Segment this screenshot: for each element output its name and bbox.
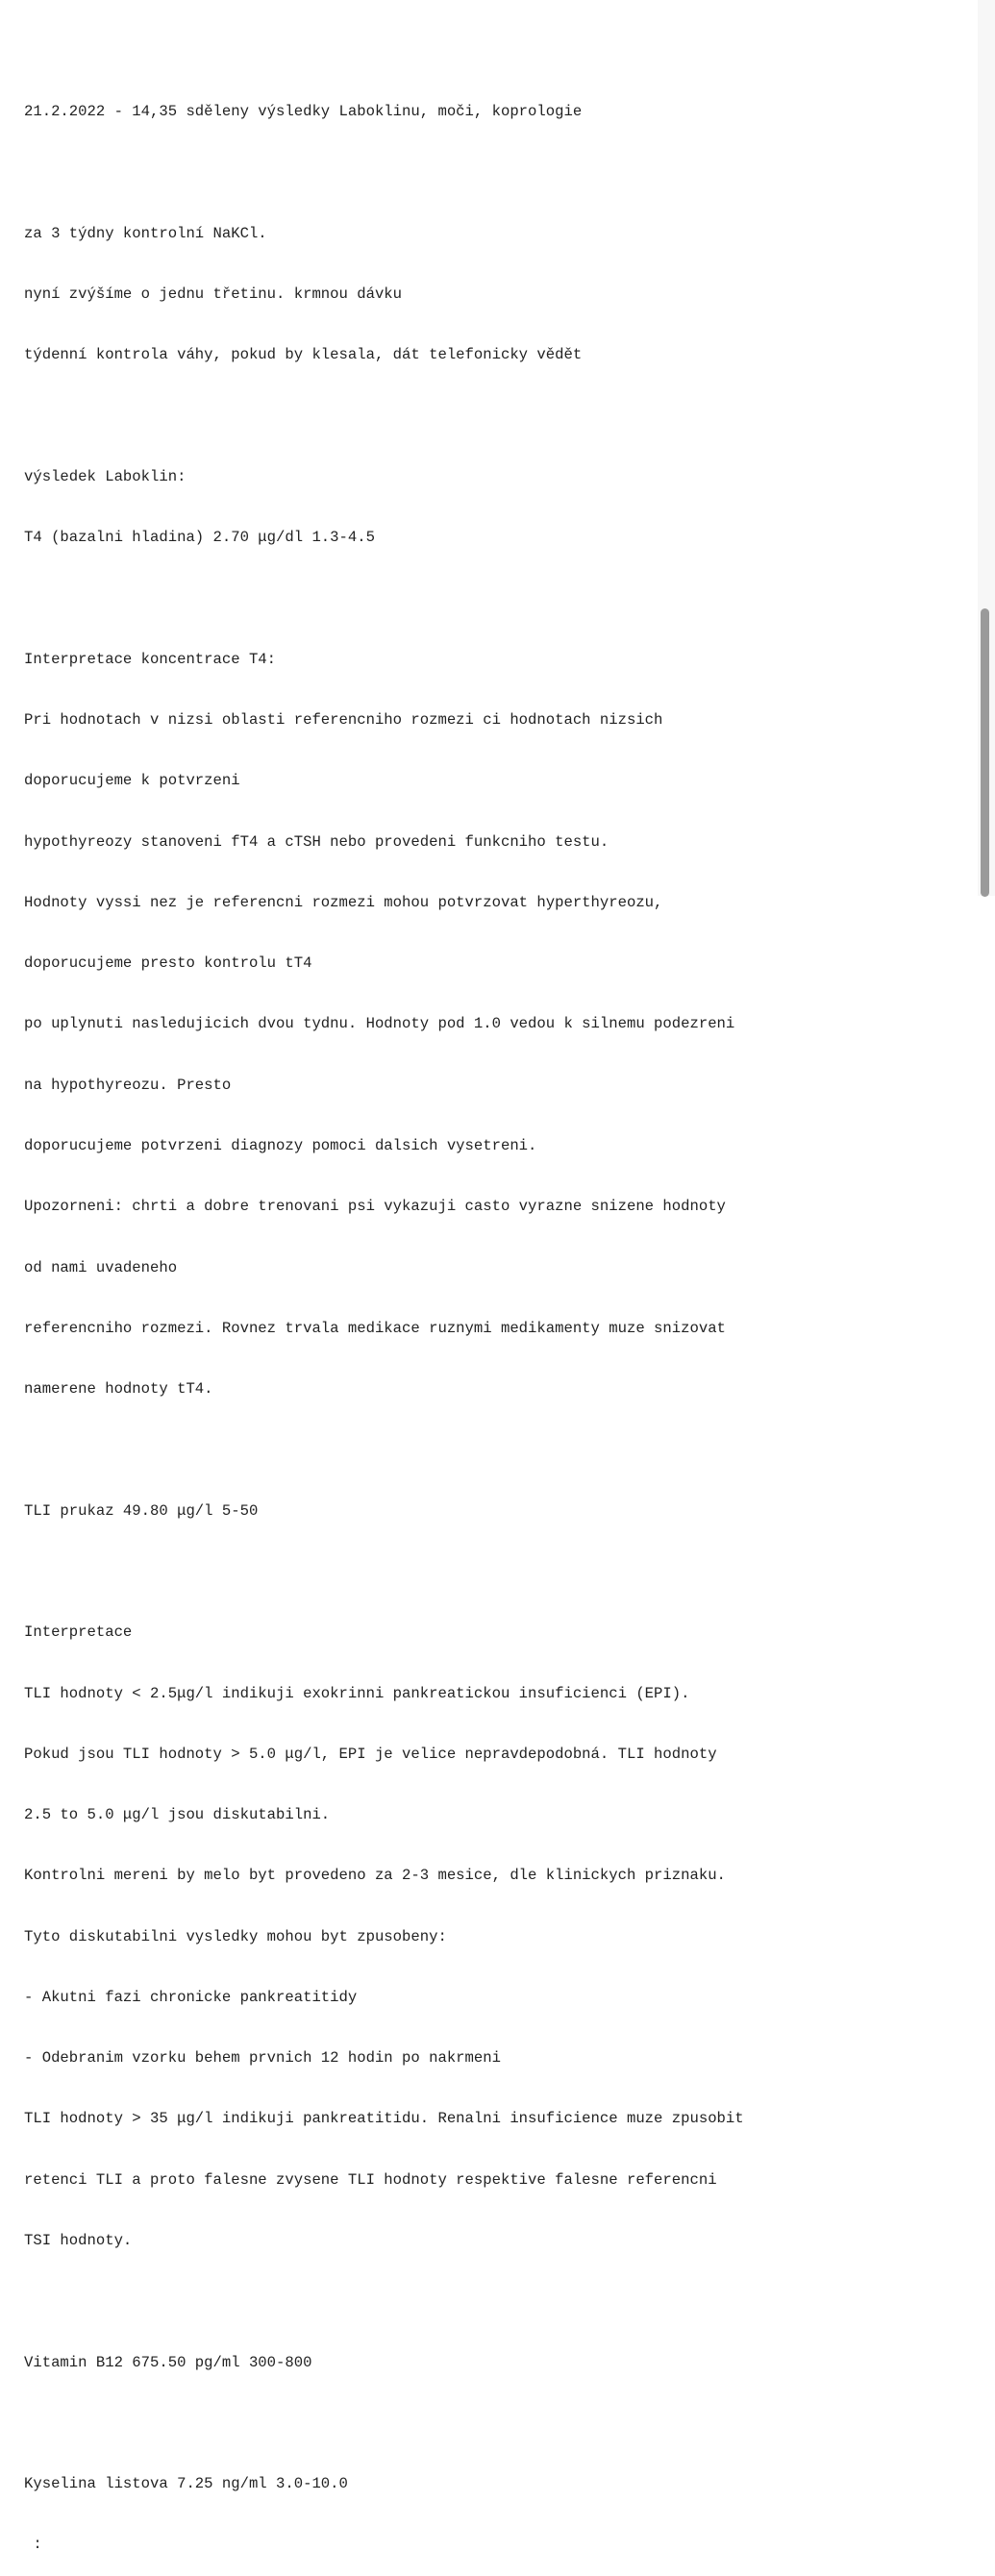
text-line: hypothyreozy stanoveni fT4 a cTSH nebo provedeni funkcniho testu. (24, 832, 609, 851)
text-line: Kontrolni mereni by melo byt provedeno za 2-3 mesice, dle klinickych priznaku. (24, 1867, 726, 1885)
text-line (24, 588, 976, 608)
text-line: TLI hodnoty < 2.5μg/l indikuji exokrinni pankreatickou insuficienci (EPI). (24, 1684, 690, 1702)
scrollbar-thumb[interactable] (981, 608, 989, 897)
text-line: doporucujeme k potvrzeni (24, 772, 240, 790)
text-line: týdenní kontrola váhy, pokud by klesala, dát telefonicky vědět (24, 346, 583, 364)
text-line: za 3 týdny kontrolní NaKCl. (24, 224, 267, 242)
text-line: retenci TLI a proto falesne zvysene TLI hodnoty respektive falesne referencni (24, 2170, 717, 2189)
text-line: Pri hodnotach v nizsi oblasti referencniho rozmezi ci hodnotach nizsich (24, 711, 663, 729)
text-line: TLI prukaz 49.80 μg/l 5-50 (24, 1501, 259, 1520)
text-line (24, 1562, 976, 1582)
text-line (24, 407, 976, 427)
text-line: výsledek Laboklin: (24, 467, 187, 485)
vertical-scrollbar[interactable] (978, 0, 995, 896)
text-line: Upozorneni: chrti a dobre trenovani psi vykazuji casto vyrazne snizene hodnoty (24, 1198, 726, 1216)
document-body (24, 62, 976, 2576)
text-line (24, 2291, 976, 2312)
text-line: - Akutni fazi chronicke pankreatitidy (24, 1988, 358, 2006)
text-line: doporucujeme presto kontrolu tT4 (24, 954, 312, 973)
text-line: od nami uvadeneho (24, 1258, 178, 1276)
text-line: na hypothyreozu. Presto (24, 1076, 232, 1094)
text-line: 21.2.2022 - 14,35 sděleny výsledky Laboklinu, moči, koprologie (24, 103, 583, 121)
text-line (24, 1440, 976, 1460)
text-line: 2.5 to 5.0 μg/l jsou diskutabilni. (24, 1806, 331, 1824)
text-line: : (24, 2536, 42, 2554)
text-line: referencniho rozmezi. Rovnez trvala medikace ruznymi medikamenty muze snizovat (24, 1319, 726, 1337)
text-line: Tyto diskutabilni vysledky mohou byt zpusobeny: (24, 1927, 447, 1945)
text-line: T4 (bazalni hladina) 2.70 μg/dl 1.3-4.5 (24, 529, 375, 547)
text-line: po uplynuti nasledujicich dvou tydnu. Hodnoty pod 1.0 vedou k silnemu podezreni (24, 1015, 735, 1033)
text-line (24, 162, 976, 183)
text-line: TLI hodnoty > 35 μg/l indikuji pankreatitidu. Renalni insuficience muze zpusobit (24, 2110, 744, 2128)
text-line: Interpretace koncentrace T4: (24, 650, 277, 668)
text-line: Vitamin B12 675.50 pg/ml 300-800 (24, 2353, 312, 2371)
text-line: TSI hodnoty. (24, 2232, 133, 2250)
text-line (24, 2414, 976, 2434)
text-line: namerene hodnoty tT4. (24, 1380, 213, 1399)
text-line: doporucujeme potvrzeni diagnozy pomoci dalsich vysetreni. (24, 1136, 537, 1154)
text-line: nyní zvýšíme o jednu třetinu. krmnou dávku (24, 285, 403, 304)
text-line: Pokud jsou TLI hodnoty > 5.0 μg/l, EPI je velice nepravdepodobná. TLI hodnoty (24, 1745, 717, 1763)
text-line: - Odebranim vzorku behem prvnich 12 hodin po nakrmeni (24, 2049, 501, 2068)
text-line: Interpretace (24, 1623, 133, 1642)
text-line: Kyselina listova 7.25 ng/ml 3.0-10.0 (24, 2475, 348, 2493)
text-line: Hodnoty vyssi nez je referencni rozmezi mohou potvrzovat hyperthyreozu, (24, 893, 663, 911)
